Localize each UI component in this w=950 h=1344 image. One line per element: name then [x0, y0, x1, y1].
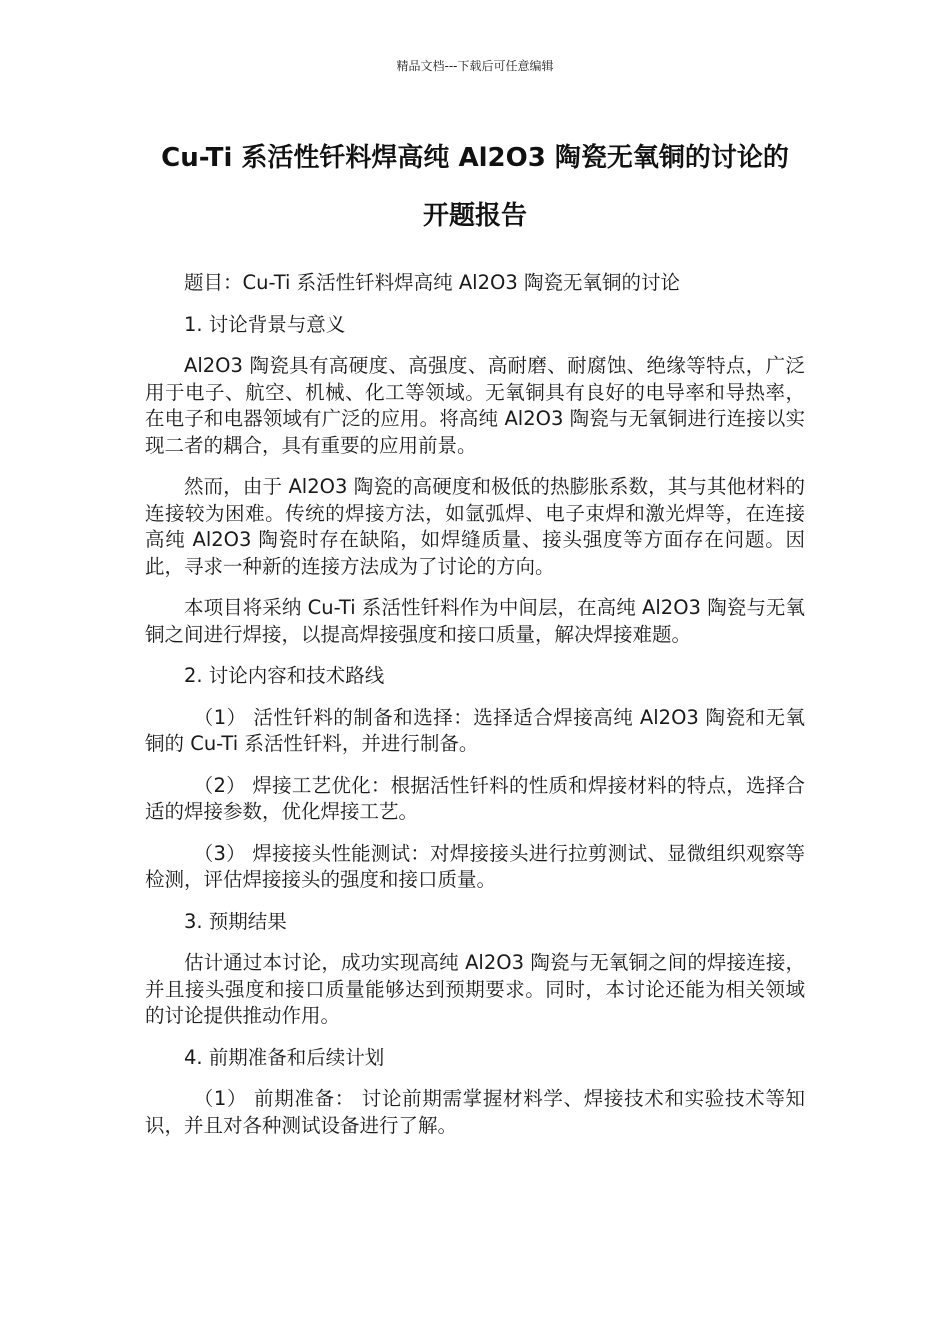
paragraph-background-1: Al2O3 陶瓷具有高硬度、高强度、高耐磨、耐腐蚀、绝缘等特点，广泛用于电子、航空、机械、化工等领域。无氧铜具有良好的电导率和导热率，在电子和电器领域有广泛的应用。将高纯 Al2O3 陶瓷与无氧铜进行连接以实现二者的耦合，具有重要的应用前景。: [145, 354, 805, 457]
list-item-plan-1: （1） 前期准备： 讨论前期需掌握材料学、焊接技术和实验技术等知识，并且对各种测试设备进行了解。: [145, 1087, 805, 1137]
subject-line: 题目：Cu-Ti 系活性钎料焊高纯 Al2O3 陶瓷无氧铜的讨论: [184, 271, 680, 294]
paragraph-results: 估计通过本讨论，成功实现高纯 Al2O3 陶瓷与无氧铜之间的焊接连接，并且接头强度和接口质量能够达到预期要求。同时，本讨论还能为相关领域的讨论提供推动作用。: [145, 951, 805, 1027]
section-heading-content: 2. 讨论内容和技术路线: [184, 664, 385, 687]
paragraph-background-3: 本项目将采纳 Cu-Ti 系活性钎料作为中间层，在高纯 Al2O3 陶瓷与无氧铜之间进行焊接，以提高焊接强度和接口质量，解决焊接难题。: [145, 596, 805, 646]
header-note: 精品文档---下载后可任意编辑: [396, 59, 554, 73]
document-title-line-2: 开题报告: [422, 201, 527, 231]
document-title-line-1: Cu-Ti 系活性钎料焊高纯 Al2O3 陶瓷无氧铜的讨论的: [161, 143, 789, 173]
paragraph-background-2: 然而，由于 Al2O3 陶瓷的高硬度和极低的热膨胀系数，其与其他材料的连接较为困难。传统的焊接方法，如氩弧焊、电子束焊和激光焊等，在连接高纯 Al2O3 陶瓷时存在缺陷，如焊缝质量、接头强度等方面存在问题。因此，寻求一种新的连接方法成为了讨论的方向。: [145, 475, 805, 578]
list-item-content-3: （3） 焊接接头性能测试：对焊接接头进行拉剪测试、显微组织观察等检测，评估焊接接头的强度和接口质量。: [145, 841, 805, 891]
list-item-content-1: （1） 活性钎料的制备和选择：选择适合焊接高纯 Al2O3 陶瓷和无氧铜的 Cu-Ti 系活性钎料，并进行制备。: [145, 705, 805, 755]
section-heading-results: 3. 预期结果: [184, 909, 287, 933]
document-body: [145, 270, 805, 1154]
list-item-content-2: （2） 焊接工艺优化：根据活性钎料的性质和焊接材料的特点，选择合适的焊接参数，优化焊接工艺。: [145, 773, 805, 823]
section-heading-background: 1. 讨论背景与意义: [184, 312, 346, 336]
section-heading-plan: 4. 前期准备和后续计划: [184, 1045, 385, 1069]
